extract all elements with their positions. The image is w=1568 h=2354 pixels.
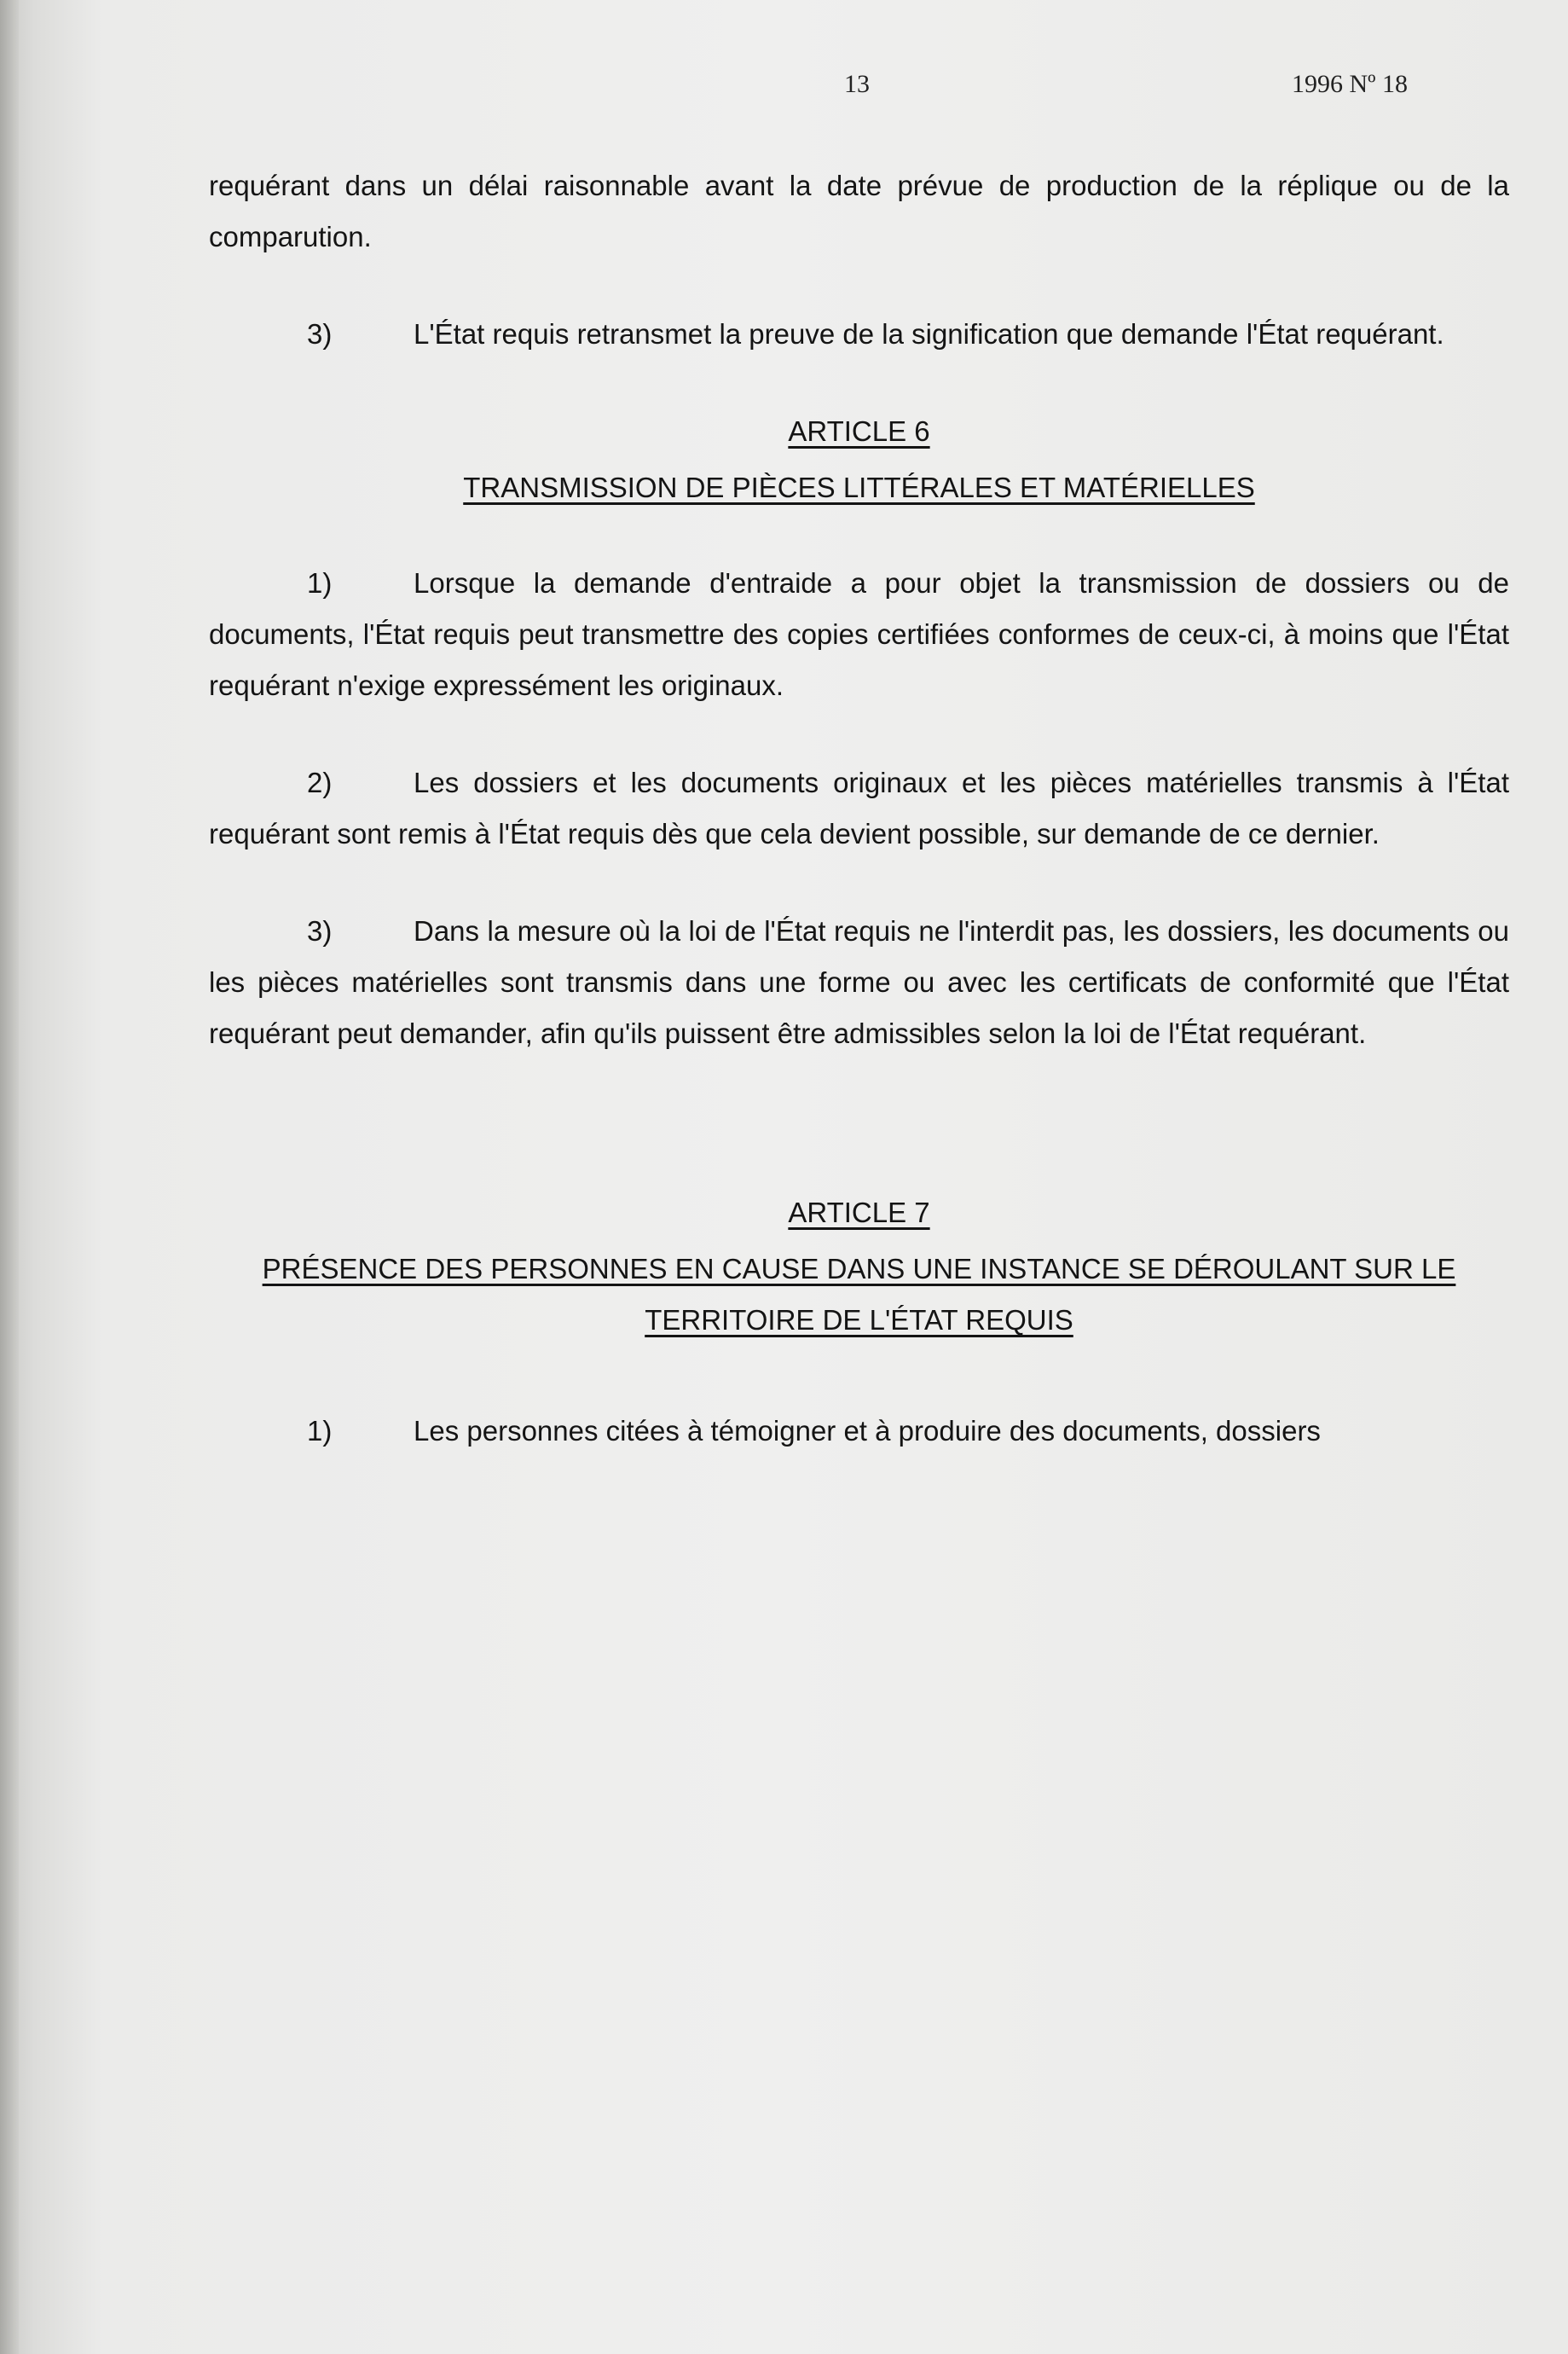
article-6-paragraph-2 [209, 757, 1509, 860]
paragraph-text: Lorsque la demande d'entraide a pour objet la transmission de dossiers ou de documents, l'État requis peut transmettre des copies certifiées conformes de ceux-ci, à moins que l'État requérant n'exige expressément les originaux. [209, 567, 1509, 701]
article-7-title: ARTICLE 7 [788, 1197, 930, 1228]
article-7-heading: PRÉSENCE DES PERSONNES EN CAUSE DANS UNE INSTANCE SE DÉROULANT SUR LE TERRITOIRE DE L'ÉTAT REQUIS [262, 1253, 1456, 1336]
article-6-paragraph-1 [209, 558, 1509, 711]
article-6-paragraph-3 [209, 906, 1509, 1059]
continuation-paragraph: requérant dans un délai raisonnable avant la date prévue de production de la réplique ou de la comparution. [209, 170, 1509, 252]
binding-edge [0, 0, 19, 2354]
paragraph-text: Dans la mesure où la loi de l'État requis ne l'interdit pas, les dossiers, les documents ou les pièces matérielles sont transmis dans une forme ou avec les certificats de conformité que l'État requérant peut demander, afin qu'ils puissent être admissibles selon la loi de l'État requérant. [209, 915, 1509, 1049]
article-6-title: ARTICLE 6 [788, 415, 930, 447]
article-6-heading: TRANSMISSION DE PIÈCES LITTÉRALES ET MATÉRIELLES [463, 472, 1255, 503]
paragraph-number: 2) [307, 767, 333, 798]
paragraph-text: Les dossiers et les documents originaux et les pièces matérielles transmis à l'État requérant sont remis à l'État requis dès que cela devient possible, sur demande de ce dernier. [209, 767, 1509, 849]
page-number: 13 [844, 70, 870, 98]
paragraph-3 [209, 309, 1509, 360]
article-7-paragraph-1 [209, 1406, 1509, 1457]
page-header [0, 70, 1568, 104]
paragraph-number: 1) [307, 567, 333, 599]
paragraph-number: 3) [307, 915, 333, 947]
paragraph-text: Les personnes citées à témoigner et à produire des documents, dossiers [414, 1415, 1321, 1447]
page-body [209, 160, 1509, 1457]
paragraph-number: 3) [307, 318, 333, 350]
paragraph-text: L'État requis retransmet la preuve de la signification que demande l'État requérant. [414, 318, 1444, 350]
document-reference: 1996 Nº 18 [1292, 70, 1408, 98]
paragraph-number: 1) [307, 1415, 333, 1447]
